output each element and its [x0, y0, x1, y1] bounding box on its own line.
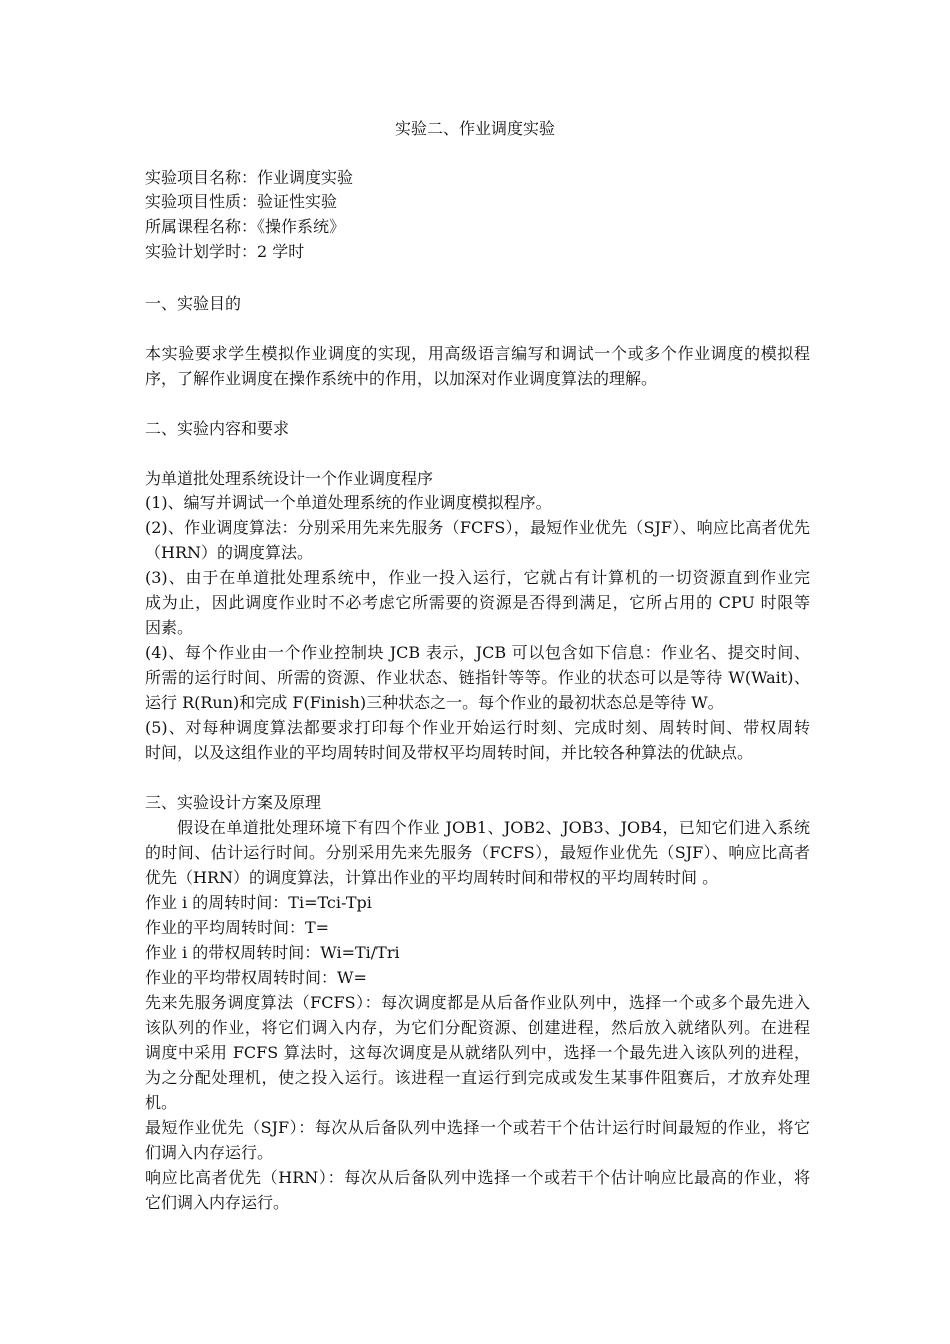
paragraph-line: 本实验要求学生模拟作业调度的实现，用高级语言编写和调试一个或多个作业调度的模拟程	[145, 344, 810, 363]
paragraph-line: 响应比高者优先（HRN）：每次从后备队列中选择一个或若干个估计响应比最高的作业，将	[145, 1168, 810, 1187]
paragraph-line: 的时间、估计运行时间。分别采用先来先服务（FCFS），最短作业优先（SJF）、响应比高者	[145, 843, 810, 862]
paragraph-line: 序，了解作业调度在操作系统中的作用，以加深对作业调度算法的理解。	[145, 369, 658, 388]
section-heading: 一、实验目的	[145, 294, 242, 313]
document-title: 实验二、作业调度实验	[394, 119, 555, 138]
info-line: 实验项目名称：作业调度实验	[145, 168, 354, 187]
paragraph-line: 机。	[145, 1093, 178, 1112]
info-line: 实验计划学时：2 学时	[145, 242, 305, 261]
paragraph-line: 因素。	[145, 618, 194, 637]
info-line: 所属课程名称：《操作系统》	[145, 217, 346, 236]
paragraph-line: 为之分配处理机，使之投入运行。该进程一直运行到完成或发生某事件阻赛后，才放弃处理	[145, 1068, 810, 1087]
paragraph-line: 该队列的作业，将它们调入内存，为它们分配资源、创建进程，然后放入就绪队列。在进程	[145, 1018, 810, 1037]
paragraph-line: 优先（HRN）的调度算法，计算出作业的平均周转时间和带权的平均周转时间 。	[145, 868, 719, 887]
paragraph-line: （HRN）的调度算法。	[145, 543, 314, 562]
paragraph-line: (3)、由于在单道批处理系统中，作业一投入运行，它就占有计算机的一切资源直到作业完	[145, 568, 810, 587]
paragraph-line: 假设在单道批处理环境下有四个作业 JOB1、JOB2、JOB3、JOB4，已知它们进入系统	[177, 818, 810, 837]
section-heading: 三、实验设计方案及原理	[145, 793, 322, 812]
paragraph-line: 它们调入内存运行。	[145, 1193, 290, 1212]
paragraph-line: 时间，以及这组作业的平均周转时间及带权平均周转时间，并比较各种算法的优缺点。	[145, 743, 754, 762]
formula-line: 作业的平均带权周转时间：W=	[145, 968, 367, 987]
paragraph-line: 运行 R(Run)和完成 F(Finish)三种状态之一。每个作业的最初状态总是等待 W。	[145, 693, 724, 712]
formula-line: 作业 i 的带权周转时间：Wi=Ti/Tri	[145, 943, 400, 962]
paragraph-line: 先来先服务调度算法（FCFS）：每次调度都是从后备作业队列中，选择一个或多个最先进入	[145, 993, 810, 1012]
paragraph-line: 们调入内存运行。	[145, 1143, 274, 1162]
formula-line: 作业的平均周转时间：T=	[145, 918, 330, 937]
paragraph-line: 调度中采用 FCFS 算法时，这每次调度是从就绪队列中，选择一个最先进入该队列的进程，	[145, 1043, 810, 1062]
paragraph-line: (2)、作业调度算法：分别采用先来先服务（FCFS），最短作业优先（SJF）、响应比高者优先	[145, 518, 810, 537]
paragraph-line: 所需的运行时间、所需的资源、作业状态、链指针等等。作业的状态可以是等待 W(Wait)、	[145, 668, 810, 687]
info-line: 实验项目性质：验证性实验	[145, 192, 338, 211]
paragraph-line: 为单道批处理系统设计一个作业调度程序	[145, 469, 434, 488]
paragraph-line: (5)、对每种调度算法都要求打印每个作业开始运行时刻、完成时刻、周转时间、带权周转	[145, 718, 810, 737]
paragraph-line: 成为止，因此调度作业时不必考虑它所需要的资源是否得到满足，它所占用的 CPU 时限等	[145, 593, 810, 612]
paragraph-line: 最短作业优先（SJF）：每次从后备队列中选择一个或若干个估计运行时间最短的作业，将它	[145, 1118, 810, 1137]
paragraph-line: (1)、编写并调试一个单道处理系统的作业调度模拟程序。	[145, 493, 552, 512]
formula-line: 作业 i 的周转时间：Ti=Tci-Tpi	[145, 893, 372, 912]
section-heading: 二、实验内容和要求	[145, 419, 290, 438]
paragraph-line: (4)、每个作业由一个作业控制块 JCB 表示，JCB 可以包含如下信息：作业名、提交时间、	[145, 643, 810, 662]
